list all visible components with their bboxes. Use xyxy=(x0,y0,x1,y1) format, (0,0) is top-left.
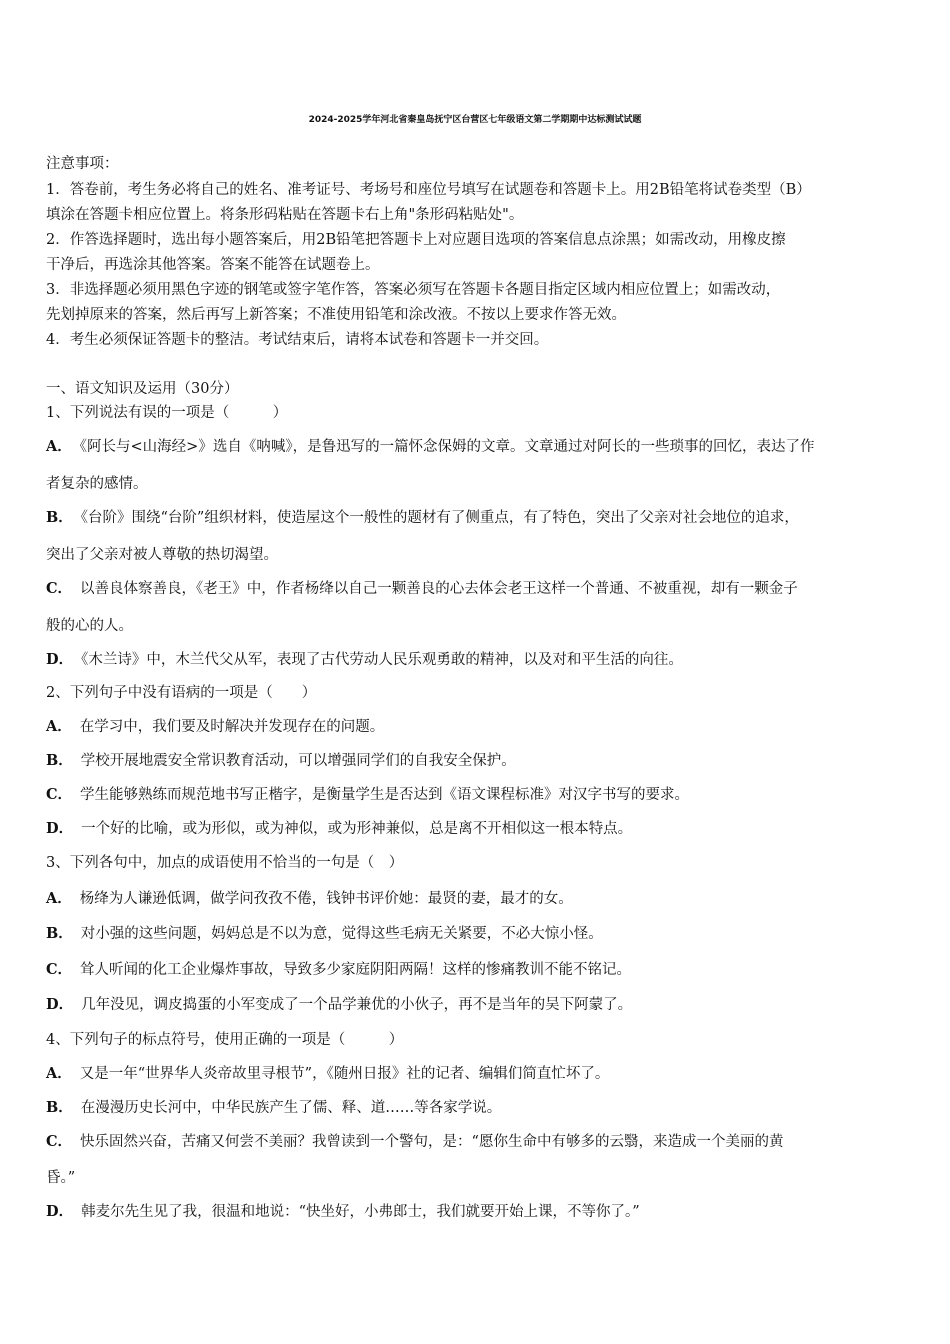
option-continuation: 般的心的人。 xyxy=(46,618,133,634)
option-label: D． xyxy=(46,996,74,1013)
option xyxy=(46,817,916,838)
option-text: 快乐固然兴奋，苦痛又何尝不美丽？我曾读到一个警句，是：“愿你生命中有够多的云翳，来造成一个美丽的黄 xyxy=(80,1134,784,1150)
option xyxy=(46,783,916,804)
option-label: C． xyxy=(46,580,73,597)
option-label: A． xyxy=(46,438,72,455)
notice-heading: 注意事项： xyxy=(46,156,119,172)
option xyxy=(46,993,916,1014)
option-text: 杨绛为人谦逊低调，做学问孜孜不倦，钱钟书评价她：最贤的妻，最才的女。 xyxy=(79,891,573,907)
option-label: D． xyxy=(46,820,74,837)
notice-line: 3．非选择题必须用黑色字迹的钢笔或签字笔作答，答案必须写在答题卡各题目指定区域内相应位置上；如需改动， xyxy=(46,282,781,298)
option-label: C． xyxy=(46,786,73,803)
option-label: A． xyxy=(46,718,72,735)
option-text: 韩麦尔先生见了我，很温和地说：“快坐好，小弗郎士，我们就要开始上课，不等你了。” xyxy=(81,1204,640,1220)
option-label: B． xyxy=(46,752,73,769)
option xyxy=(46,958,916,979)
option-label: B． xyxy=(46,1099,73,1116)
notice-line: 填涂在答题卡相应位置上。将条形码粘贴在答题卡右上角"条形码粘贴处"。 xyxy=(46,207,524,223)
section-heading: 一、语文知识及运用（30分） xyxy=(46,381,239,397)
option-label: C． xyxy=(46,961,73,978)
option-text: 《阿长与<山海经>》选自《呐喊》，是鲁迅写的一篇怀念保姆的文章。文章通过对阿长的一些琐事的回忆，表达了作 xyxy=(79,439,815,455)
option xyxy=(46,435,916,456)
option-continuation: 昏。” xyxy=(46,1170,76,1186)
question-stem: 3、下列各句中，加点的成语使用不恰当的一句是（ ） xyxy=(46,855,404,871)
option-text: 《台阶》围绕“台阶”组织材料，使造屋这个一般性的题材有了侧重点，有了特色，突出了父亲对社会地位的追求， xyxy=(80,510,799,526)
page-title: 2024-2025学年河北省秦皇岛抚宁区台营区七年级语文第二学期期中达标测试试题 xyxy=(308,115,642,125)
notice-line: 干净后，再选涂其他答案。答案不能答在试题卷上。 xyxy=(46,257,380,273)
option xyxy=(46,1062,916,1083)
option-label: A． xyxy=(46,890,72,907)
option-text: 一个好的比喻，或为形似，或为神似，或为形神兼似，总是离不开相似这一根本特点。 xyxy=(81,821,633,837)
option xyxy=(46,1130,916,1151)
question-stem: 1、下列说法有误的一项是（ ） xyxy=(46,405,288,421)
option xyxy=(46,577,916,598)
option-label: C． xyxy=(46,1133,73,1150)
option-text: 在漫漫历史长河中，中华民族产生了儒、释、道……等各家学说。 xyxy=(80,1100,502,1116)
option-label: D． xyxy=(46,1203,74,1220)
option xyxy=(46,648,916,669)
option-text: 几年没见，调皮捣蛋的小军变成了一个品学兼优的小伙子，再不是当年的吴下阿蒙了。 xyxy=(81,997,633,1013)
question-stem: 2、下列句子中没有语病的一项是（ ） xyxy=(46,685,317,701)
option xyxy=(46,922,916,943)
option-text: 在学习中，我们要及时解决并发现存在的问题。 xyxy=(79,719,385,735)
option-label: B． xyxy=(46,925,73,942)
option-text: 耸人听闻的化工企业爆炸事故，导致多少家庭阴阳两隔！这样的惨痛教训不能不铭记。 xyxy=(80,962,632,978)
notice-line: 先划掉原来的答案，然后再写上新答案；不准使用铅笔和涂改液。不按以上要求作答无效。 xyxy=(46,307,626,323)
option-text: 又是一年“世界华人炎帝故里寻根节”，《随州日报》社的记者、编辑们简直忙坏了。 xyxy=(79,1066,610,1082)
notice-line: 2．作答选择题时，选出每小题答案后，用2B铅笔把答题卡上对应题目选项的答案信息点涂黑；如需改动，用橡皮擦 xyxy=(46,232,786,248)
option-text: 学生能够熟练而规范地书写正楷字，是衡量学生是否达到《语文课程标准》对汉字书写的要求。 xyxy=(80,787,690,803)
notice-line: 1．答卷前，考生务必将自己的姓名、准考证号、考场号和座位号填写在试题卷和答题卡上。用2B铅笔将试卷类型（B） xyxy=(46,182,811,198)
option xyxy=(46,506,916,527)
option xyxy=(46,1096,916,1117)
option xyxy=(46,1200,916,1221)
option xyxy=(46,715,916,736)
option-continuation: 突出了父亲对被人尊敬的热切渴望。 xyxy=(46,547,278,563)
option-label: D． xyxy=(46,651,74,668)
option-text: 对小强的这些问题，妈妈总是不以为意，觉得这些毛病无关紧要，不必大惊小怪。 xyxy=(80,926,603,942)
notice-line: 4．考生必须保证答题卡的整洁。考试结束后，请将本试卷和答题卡一并交回。 xyxy=(46,332,549,348)
option xyxy=(46,887,916,908)
option-label: A． xyxy=(46,1065,72,1082)
option-text: 《木兰诗》中，木兰代父从军，表现了古代劳动人民乐观勇敢的精神，以及对和平生活的向往。 xyxy=(81,652,683,668)
option xyxy=(46,749,916,770)
option-text: 学校开展地震安全常识教育活动，可以增强同学们的自我安全保护。 xyxy=(80,753,516,769)
question-stem: 4、下列句子的标点符号，使用正确的一项是（ ） xyxy=(46,1032,404,1048)
option-text: 以善良体察善良，《老王》中，作者杨绛以自己一颗善良的心去体会老王这样一个普通、不被重视，却有一颗金子 xyxy=(80,581,798,597)
option-label: B． xyxy=(46,509,73,526)
option-continuation: 者复杂的感情。 xyxy=(46,476,148,492)
